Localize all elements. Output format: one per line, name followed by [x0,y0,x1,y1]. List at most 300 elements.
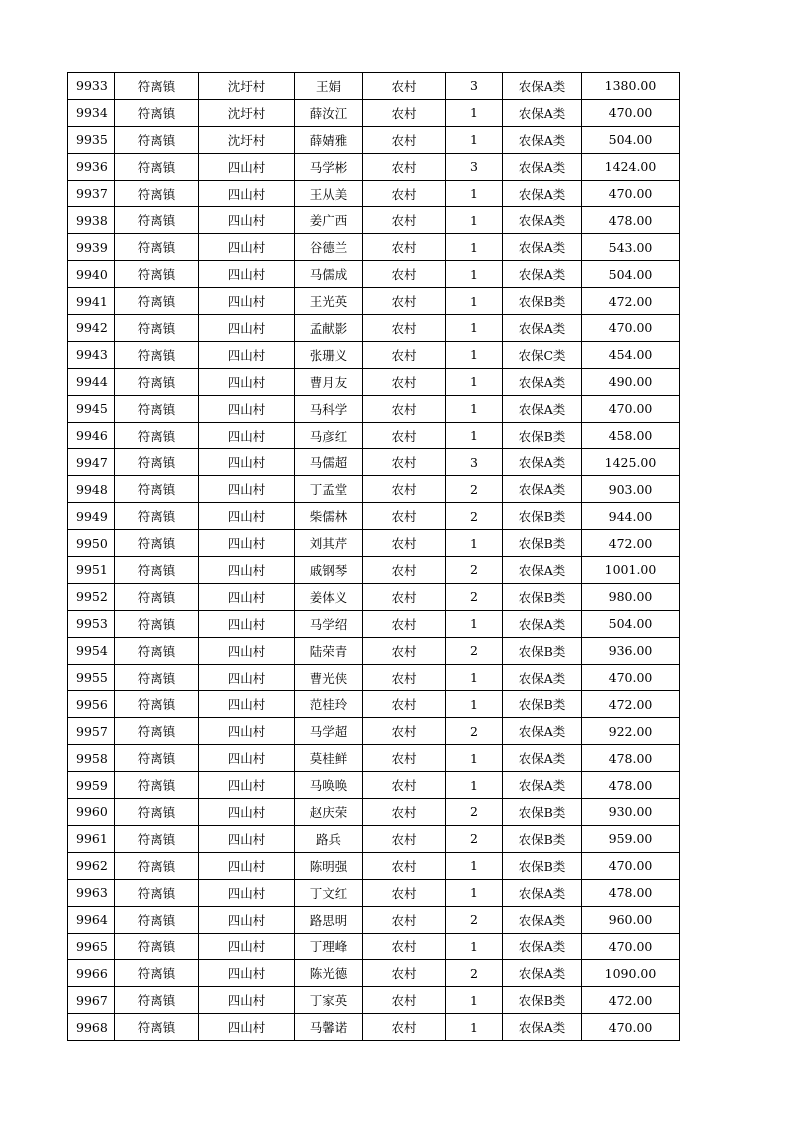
household-count-cell: 2 [446,557,503,584]
table-row [68,530,680,557]
town-cell: 符离镇 [115,557,199,584]
name-cell: 马儒超 [295,449,363,476]
amount-cell: 959.00 [582,825,680,852]
name-cell: 张珊义 [295,341,363,368]
name-cell: 薛婧雅 [295,126,363,153]
amount-cell: 944.00 [582,503,680,530]
town-cell: 符离镇 [115,610,199,637]
row-number-cell: 9939 [68,234,115,261]
household-count-cell: 1 [446,180,503,207]
insurance-class-cell: 农保B类 [503,503,582,530]
area-type-cell: 农村 [363,906,446,933]
insurance-class-cell: 农保A类 [503,664,582,691]
town-cell: 符离镇 [115,153,199,180]
area-type-cell: 农村 [363,368,446,395]
village-cell: 四山村 [199,825,295,852]
row-number-cell: 9954 [68,637,115,664]
name-cell: 薛汝江 [295,99,363,126]
insurance-class-cell: 农保A类 [503,207,582,234]
insurance-class-cell: 农保A类 [503,99,582,126]
amount-cell: 1424.00 [582,153,680,180]
village-cell: 四山村 [199,449,295,476]
table-row [68,664,680,691]
insurance-class-cell: 农保B类 [503,987,582,1014]
row-number-cell: 9961 [68,825,115,852]
table-row [68,879,680,906]
amount-cell: 543.00 [582,234,680,261]
amount-cell: 472.00 [582,987,680,1014]
village-cell: 四山村 [199,906,295,933]
household-count-cell: 1 [446,261,503,288]
row-number-cell: 9948 [68,476,115,503]
amount-cell: 903.00 [582,476,680,503]
area-type-cell: 农村 [363,153,446,180]
area-type-cell: 农村 [363,879,446,906]
town-cell: 符离镇 [115,368,199,395]
village-cell: 四山村 [199,718,295,745]
name-cell: 丁孟堂 [295,476,363,503]
amount-cell: 936.00 [582,637,680,664]
name-cell: 路思明 [295,906,363,933]
household-count-cell: 1 [446,745,503,772]
area-type-cell: 农村 [363,637,446,664]
village-cell: 四山村 [199,745,295,772]
row-number-cell: 9964 [68,906,115,933]
village-cell: 沈圩村 [199,99,295,126]
area-type-cell: 农村 [363,745,446,772]
village-cell: 四山村 [199,341,295,368]
row-number-cell: 9934 [68,99,115,126]
row-number-cell: 9968 [68,1014,115,1041]
household-count-cell: 2 [446,637,503,664]
town-cell: 符离镇 [115,288,199,315]
insurance-class-cell: 农保A类 [503,933,582,960]
name-cell: 曹月友 [295,368,363,395]
amount-cell: 470.00 [582,933,680,960]
table-row [68,341,680,368]
name-cell: 丁文红 [295,879,363,906]
area-type-cell: 农村 [363,557,446,584]
row-number-cell: 9945 [68,395,115,422]
household-count-cell: 1 [446,664,503,691]
area-type-cell: 农村 [363,288,446,315]
name-cell: 路兵 [295,825,363,852]
name-cell: 马馨诺 [295,1014,363,1041]
town-cell: 符离镇 [115,126,199,153]
amount-cell: 960.00 [582,906,680,933]
row-number-cell: 9960 [68,799,115,826]
amount-cell: 472.00 [582,530,680,557]
row-number-cell: 9967 [68,987,115,1014]
amount-cell: 470.00 [582,99,680,126]
village-cell: 四山村 [199,234,295,261]
village-cell: 四山村 [199,610,295,637]
row-number-cell: 9957 [68,718,115,745]
area-type-cell: 农村 [363,825,446,852]
amount-cell: 504.00 [582,261,680,288]
name-cell: 戚钢琴 [295,557,363,584]
insurance-class-cell: 农保A类 [503,1014,582,1041]
household-count-cell: 1 [446,852,503,879]
town-cell: 符离镇 [115,261,199,288]
row-number-cell: 9935 [68,126,115,153]
area-type-cell: 农村 [363,476,446,503]
row-number-cell: 9940 [68,261,115,288]
row-number-cell: 9956 [68,691,115,718]
town-cell: 符离镇 [115,395,199,422]
table-row [68,772,680,799]
town-cell: 符离镇 [115,1014,199,1041]
table-row [68,73,680,100]
household-count-cell: 1 [446,315,503,342]
village-cell: 四山村 [199,583,295,610]
name-cell: 马彦红 [295,422,363,449]
household-count-cell: 2 [446,718,503,745]
name-cell: 马儒成 [295,261,363,288]
household-count-cell: 1 [446,933,503,960]
row-number-cell: 9963 [68,879,115,906]
name-cell: 曹光侠 [295,664,363,691]
area-type-cell: 农村 [363,718,446,745]
village-cell: 四山村 [199,960,295,987]
name-cell: 王娟 [295,73,363,100]
insurance-class-cell: 农保B类 [503,530,582,557]
village-cell: 四山村 [199,799,295,826]
insurance-class-cell: 农保A类 [503,879,582,906]
area-type-cell: 农村 [363,422,446,449]
amount-cell: 470.00 [582,315,680,342]
table-row [68,261,680,288]
household-count-cell: 1 [446,987,503,1014]
household-count-cell: 2 [446,799,503,826]
amount-cell: 922.00 [582,718,680,745]
table-row [68,906,680,933]
village-cell: 四山村 [199,879,295,906]
table-row [68,852,680,879]
area-type-cell: 农村 [363,180,446,207]
town-cell: 符离镇 [115,99,199,126]
household-count-cell: 1 [446,610,503,637]
name-cell: 王从美 [295,180,363,207]
household-count-cell: 1 [446,772,503,799]
household-count-cell: 1 [446,341,503,368]
town-cell: 符离镇 [115,73,199,100]
town-cell: 符离镇 [115,341,199,368]
amount-cell: 470.00 [582,664,680,691]
name-cell: 姜广西 [295,207,363,234]
name-cell: 陈光德 [295,960,363,987]
village-cell: 四山村 [199,987,295,1014]
household-count-cell: 2 [446,906,503,933]
village-cell: 四山村 [199,288,295,315]
town-cell: 符离镇 [115,772,199,799]
insurance-class-cell: 农保A类 [503,395,582,422]
insurance-class-cell: 农保A类 [503,126,582,153]
household-count-cell: 1 [446,530,503,557]
name-cell: 陈明强 [295,852,363,879]
amount-cell: 470.00 [582,180,680,207]
row-number-cell: 9952 [68,583,115,610]
row-number-cell: 9933 [68,73,115,100]
row-number-cell: 9950 [68,530,115,557]
village-cell: 四山村 [199,1014,295,1041]
area-type-cell: 农村 [363,664,446,691]
table-row [68,503,680,530]
village-cell: 四山村 [199,422,295,449]
row-number-cell: 9942 [68,315,115,342]
town-cell: 符离镇 [115,180,199,207]
town-cell: 符离镇 [115,503,199,530]
name-cell: 姜体义 [295,583,363,610]
village-cell: 四山村 [199,261,295,288]
name-cell: 赵庆荣 [295,799,363,826]
area-type-cell: 农村 [363,341,446,368]
name-cell: 谷德兰 [295,234,363,261]
table-row [68,799,680,826]
name-cell: 丁理峰 [295,933,363,960]
household-count-cell: 1 [446,1014,503,1041]
household-count-cell: 2 [446,825,503,852]
village-cell: 四山村 [199,852,295,879]
row-number-cell: 9958 [68,745,115,772]
row-number-cell: 9937 [68,180,115,207]
village-cell: 四山村 [199,368,295,395]
area-type-cell: 农村 [363,234,446,261]
name-cell: 莫桂鲜 [295,745,363,772]
row-number-cell: 9938 [68,207,115,234]
town-cell: 符离镇 [115,315,199,342]
insurance-class-cell: 农保A类 [503,73,582,100]
town-cell: 符离镇 [115,987,199,1014]
village-cell: 四山村 [199,315,295,342]
name-cell: 马学彬 [295,153,363,180]
table-row [68,718,680,745]
village-cell: 四山村 [199,395,295,422]
area-type-cell: 农村 [363,960,446,987]
table-row [68,126,680,153]
town-cell: 符离镇 [115,691,199,718]
area-type-cell: 农村 [363,126,446,153]
name-cell: 柴儒林 [295,503,363,530]
town-cell: 符离镇 [115,879,199,906]
household-count-cell: 1 [446,126,503,153]
town-cell: 符离镇 [115,906,199,933]
area-type-cell: 农村 [363,691,446,718]
amount-cell: 470.00 [582,852,680,879]
row-number-cell: 9946 [68,422,115,449]
town-cell: 符离镇 [115,664,199,691]
insurance-class-cell: 农保B类 [503,825,582,852]
insurance-class-cell: 农保A类 [503,960,582,987]
village-cell: 四山村 [199,691,295,718]
table-row [68,288,680,315]
insurance-class-cell: 农保B类 [503,422,582,449]
town-cell: 符离镇 [115,207,199,234]
household-count-cell: 2 [446,476,503,503]
village-cell: 四山村 [199,557,295,584]
village-cell: 四山村 [199,503,295,530]
insurance-class-cell: 农保A类 [503,476,582,503]
amount-cell: 490.00 [582,368,680,395]
area-type-cell: 农村 [363,799,446,826]
table-row [68,987,680,1014]
area-type-cell: 农村 [363,610,446,637]
area-type-cell: 农村 [363,315,446,342]
amount-cell: 454.00 [582,341,680,368]
insurance-class-cell: 农保A类 [503,557,582,584]
table-row [68,315,680,342]
table-row [68,476,680,503]
village-cell: 四山村 [199,664,295,691]
town-cell: 符离镇 [115,449,199,476]
household-count-cell: 1 [446,879,503,906]
table-row [68,1014,680,1041]
amount-cell: 930.00 [582,799,680,826]
amount-cell: 1425.00 [582,449,680,476]
insurance-class-cell: 农保B类 [503,691,582,718]
town-cell: 符离镇 [115,745,199,772]
table-row [68,691,680,718]
area-type-cell: 农村 [363,772,446,799]
town-cell: 符离镇 [115,234,199,261]
name-cell: 马科学 [295,395,363,422]
insurance-class-cell: 农保A类 [503,906,582,933]
name-cell: 马学绍 [295,610,363,637]
table-row [68,368,680,395]
town-cell: 符离镇 [115,799,199,826]
insurance-class-cell: 农保A类 [503,234,582,261]
table-row [68,153,680,180]
area-type-cell: 农村 [363,530,446,557]
area-type-cell: 农村 [363,852,446,879]
household-count-cell: 1 [446,288,503,315]
area-type-cell: 农村 [363,1014,446,1041]
household-count-cell: 1 [446,422,503,449]
insurance-class-cell: 农保B类 [503,637,582,664]
insurance-class-cell: 农保A类 [503,153,582,180]
amount-cell: 1090.00 [582,960,680,987]
beneficiary-table [67,72,680,1041]
insurance-class-cell: 农保A类 [503,261,582,288]
insurance-class-cell: 农保A类 [503,745,582,772]
village-cell: 四山村 [199,772,295,799]
village-cell: 四山村 [199,153,295,180]
insurance-class-cell: 农保A类 [503,315,582,342]
amount-cell: 504.00 [582,610,680,637]
town-cell: 符离镇 [115,530,199,557]
town-cell: 符离镇 [115,637,199,664]
village-cell: 沈圩村 [199,73,295,100]
household-count-cell: 1 [446,99,503,126]
name-cell: 丁家英 [295,987,363,1014]
amount-cell: 458.00 [582,422,680,449]
amount-cell: 472.00 [582,691,680,718]
row-number-cell: 9962 [68,852,115,879]
village-cell: 四山村 [199,207,295,234]
household-count-cell: 3 [446,449,503,476]
insurance-class-cell: 农保B类 [503,288,582,315]
amount-cell: 980.00 [582,583,680,610]
table-row [68,449,680,476]
table-row [68,99,680,126]
village-cell: 四山村 [199,476,295,503]
area-type-cell: 农村 [363,207,446,234]
table-row [68,583,680,610]
table-row [68,825,680,852]
row-number-cell: 9966 [68,960,115,987]
table-row [68,180,680,207]
table-row [68,745,680,772]
town-cell: 符离镇 [115,960,199,987]
name-cell: 马学超 [295,718,363,745]
table-row [68,637,680,664]
area-type-cell: 农村 [363,73,446,100]
village-cell: 四山村 [199,530,295,557]
name-cell: 陆荣青 [295,637,363,664]
town-cell: 符离镇 [115,422,199,449]
amount-cell: 472.00 [582,288,680,315]
village-cell: 四山村 [199,180,295,207]
insurance-class-cell: 农保C类 [503,341,582,368]
household-count-cell: 2 [446,960,503,987]
row-number-cell: 9951 [68,557,115,584]
town-cell: 符离镇 [115,718,199,745]
amount-cell: 478.00 [582,745,680,772]
insurance-class-cell: 农保A类 [503,449,582,476]
insurance-class-cell: 农保A类 [503,610,582,637]
household-count-cell: 3 [446,73,503,100]
area-type-cell: 农村 [363,503,446,530]
row-number-cell: 9936 [68,153,115,180]
amount-cell: 1001.00 [582,557,680,584]
amount-cell: 478.00 [582,879,680,906]
town-cell: 符离镇 [115,852,199,879]
household-count-cell: 2 [446,503,503,530]
area-type-cell: 农村 [363,395,446,422]
row-number-cell: 9965 [68,933,115,960]
amount-cell: 478.00 [582,772,680,799]
area-type-cell: 农村 [363,449,446,476]
insurance-class-cell: 农保A类 [503,180,582,207]
area-type-cell: 农村 [363,987,446,1014]
name-cell: 马唤唤 [295,772,363,799]
area-type-cell: 农村 [363,933,446,960]
row-number-cell: 9955 [68,664,115,691]
household-count-cell: 1 [446,234,503,261]
amount-cell: 470.00 [582,395,680,422]
insurance-class-cell: 农保A类 [503,772,582,799]
table-body [68,73,680,1041]
insurance-class-cell: 农保B类 [503,852,582,879]
table-row [68,933,680,960]
name-cell: 王光英 [295,288,363,315]
insurance-class-cell: 农保B类 [503,799,582,826]
town-cell: 符离镇 [115,583,199,610]
row-number-cell: 9941 [68,288,115,315]
amount-cell: 1380.00 [582,73,680,100]
insurance-class-cell: 农保A类 [503,718,582,745]
table-row [68,422,680,449]
table-row [68,557,680,584]
town-cell: 符离镇 [115,476,199,503]
insurance-class-cell: 农保B类 [503,583,582,610]
table-row [68,395,680,422]
table-row [68,234,680,261]
village-cell: 四山村 [199,637,295,664]
amount-cell: 504.00 [582,126,680,153]
household-count-cell: 1 [446,395,503,422]
name-cell: 范桂玲 [295,691,363,718]
